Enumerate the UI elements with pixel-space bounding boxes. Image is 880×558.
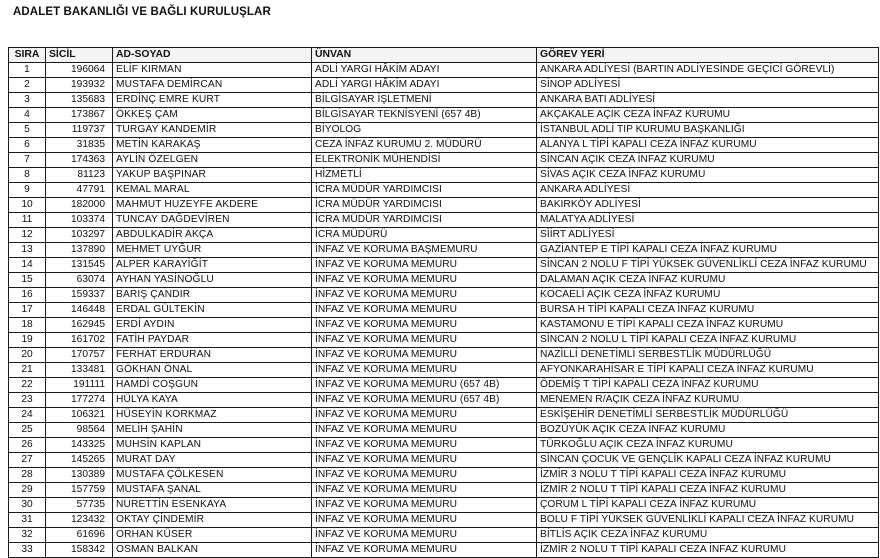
cell-sicil: 193932	[46, 78, 113, 93]
table-row	[9, 273, 879, 288]
cell-ad-soyad: AYHAN YASİNOĞLU	[113, 273, 312, 288]
cell-sira: 25	[9, 423, 46, 438]
cell-gorev-yeri: ANKARA ADLİYESİ (BARTIN ADLİYESİNDE GEÇİCİ GÖREVLİ)	[537, 63, 879, 78]
cell-gorev-yeri: MALATYA ADLİYESİ	[537, 213, 879, 228]
header-gorev-yeri: GÖREV YERİ	[537, 48, 879, 63]
cell-unvan: İNFAZ VE KORUMA MEMURU	[312, 528, 537, 543]
cell-unvan: İCRA MÜDÜR YARDIMCISI	[312, 198, 537, 213]
cell-unvan: İCRA MÜDÜR YARDIMCISI	[312, 183, 537, 198]
cell-ad-soyad: MEHMET UYĞUR	[113, 243, 312, 258]
cell-gorev-yeri: DALAMAN AÇIK CEZA İNFAZ KURUMU	[537, 273, 879, 288]
cell-unvan: ELEKTRONİK MÜHENDİSİ	[312, 153, 537, 168]
cell-gorev-yeri: SİNCAN 2 NOLU L TİPİ KAPALI CEZA İNFAZ KURUMU	[537, 333, 879, 348]
cell-sicil: 137890	[46, 243, 113, 258]
header-sira: SIRA	[9, 48, 46, 63]
cell-gorev-yeri: KASTAMONU E TİPİ KAPALI CEZA İNFAZ KURUMU	[537, 318, 879, 333]
cell-ad-soyad: TURGAY KANDEMİR	[113, 123, 312, 138]
cell-sira: 31	[9, 513, 46, 528]
table-row	[9, 78, 879, 93]
cell-sicil: 177274	[46, 393, 113, 408]
cell-ad-soyad: MUSTAFA ÇÖLKESEN	[113, 468, 312, 483]
cell-gorev-yeri: SİNCAN ÇOCUK VE GENÇLİK KAPALI CEZA İNFAZ KURUMU	[537, 453, 879, 468]
cell-gorev-yeri: SİVAS AÇIK CEZA İNFAZ KURUMU	[537, 168, 879, 183]
cell-sira: 3	[9, 93, 46, 108]
cell-sira: 16	[9, 288, 46, 303]
cell-sicil: 130389	[46, 468, 113, 483]
table-row	[9, 393, 879, 408]
cell-ad-soyad: ÖKKEŞ ÇAM	[113, 108, 312, 123]
cell-ad-soyad: BARIŞ ÇANDIR	[113, 288, 312, 303]
cell-unvan: İNFAZ VE KORUMA BAŞMEMURU	[312, 243, 537, 258]
table-row	[9, 513, 879, 528]
cell-sicil: 157759	[46, 483, 113, 498]
cell-gorev-yeri: İZMİR 2 NOLU T TİPİ KAPALI CEZA İNFAZ KURUMU	[537, 543, 879, 558]
cell-ad-soyad: ERDİNÇ EMRE KURT	[113, 93, 312, 108]
table-row	[9, 498, 879, 513]
cell-gorev-yeri: SİİRT ADLİYESİ	[537, 228, 879, 243]
cell-ad-soyad: MUHSİN KAPLAN	[113, 438, 312, 453]
cell-ad-soyad: YAKUP BAŞPINAR	[113, 168, 312, 183]
cell-unvan: İCRA MÜDÜRÜ	[312, 228, 537, 243]
cell-sira: 14	[9, 258, 46, 273]
cell-sicil: 162945	[46, 318, 113, 333]
cell-gorev-yeri: AKÇAKALE AÇIK CEZA İNFAZ KURUMU	[537, 108, 879, 123]
table-row	[9, 348, 879, 363]
table-body	[9, 63, 879, 558]
cell-sicil: 47791	[46, 183, 113, 198]
cell-unvan: İNFAZ VE KORUMA MEMURU	[312, 453, 537, 468]
cell-sicil: 103374	[46, 213, 113, 228]
cell-ad-soyad: NURETTİN ESENKAYA	[113, 498, 312, 513]
cell-gorev-yeri: İSTANBUL ADLİ TIP KURUMU BAŞKANLIĞI	[537, 123, 879, 138]
cell-sira: 30	[9, 498, 46, 513]
cell-unvan: İNFAZ VE KORUMA MEMURU (657 4B)	[312, 393, 537, 408]
cell-unvan: İNFAZ VE KORUMA MEMURU	[312, 483, 537, 498]
cell-sicil: 31835	[46, 138, 113, 153]
table-row	[9, 108, 879, 123]
cell-unvan: ADLİ YARGI HÂKİM ADAYI	[312, 63, 537, 78]
cell-sicil: 145265	[46, 453, 113, 468]
cell-sira: 27	[9, 453, 46, 468]
table-row	[9, 423, 879, 438]
table-row	[9, 228, 879, 243]
cell-gorev-yeri: GAZİANTEP E TİPİ KAPALI CEZA İNFAZ KURUMU	[537, 243, 879, 258]
cell-unvan: BİLGİSAYAR İŞLETMENİ	[312, 93, 537, 108]
cell-ad-soyad: FATİH PAYDAR	[113, 333, 312, 348]
cell-ad-soyad: OKTAY ÇİNDEMİR	[113, 513, 312, 528]
cell-sira: 2	[9, 78, 46, 93]
table-row	[9, 543, 879, 558]
cell-gorev-yeri: BAKIRKÖY ADLİYESİ	[537, 198, 879, 213]
cell-sicil: 173867	[46, 108, 113, 123]
cell-sicil: 57735	[46, 498, 113, 513]
cell-ad-soyad: ERDAL GÜLTEKİN	[113, 303, 312, 318]
cell-sira: 6	[9, 138, 46, 153]
cell-gorev-yeri: İZMİR 3 NOLU T TİPİ KAPALI CEZA İNFAZ KURUMU	[537, 468, 879, 483]
personnel-table-wrapper	[8, 47, 878, 558]
table-row	[9, 453, 879, 468]
cell-gorev-yeri: BURSA H TİPİ KAPALI CEZA İNFAZ KURUMU	[537, 303, 879, 318]
cell-sicil: 106321	[46, 408, 113, 423]
cell-sira: 17	[9, 303, 46, 318]
cell-sicil: 143325	[46, 438, 113, 453]
cell-gorev-yeri: BİTLİS AÇIK CEZA İNFAZ KURUMU	[537, 528, 879, 543]
table-row	[9, 138, 879, 153]
cell-unvan: İNFAZ VE KORUMA MEMURU	[312, 408, 537, 423]
cell-sicil: 81123	[46, 168, 113, 183]
cell-sira: 10	[9, 198, 46, 213]
cell-unvan: ADLİ YARGI HÂKİM ADAYI	[312, 78, 537, 93]
table-row	[9, 438, 879, 453]
cell-sira: 11	[9, 213, 46, 228]
cell-ad-soyad: MAHMUT HUZEYFE AKDERE	[113, 198, 312, 213]
cell-ad-soyad: ELİF KIRMAN	[113, 63, 312, 78]
cell-sira: 32	[9, 528, 46, 543]
cell-gorev-yeri: KOCAELİ AÇIK CEZA İNFAZ KURUMU	[537, 288, 879, 303]
cell-ad-soyad: MUSTAFA DEMİRCAN	[113, 78, 312, 93]
cell-sicil: 98564	[46, 423, 113, 438]
cell-sira: 12	[9, 228, 46, 243]
cell-unvan: İNFAZ VE KORUMA MEMURU	[312, 273, 537, 288]
table-row	[9, 243, 879, 258]
table-row	[9, 198, 879, 213]
table-row	[9, 333, 879, 348]
cell-gorev-yeri: ALANYA L TİPİ KAPALI CEZA İNFAZ KURUMU	[537, 138, 879, 153]
cell-sicil: 159337	[46, 288, 113, 303]
cell-gorev-yeri: İZMİR 2 NOLU T TİPİ KAPALI CEZA İNFAZ KURUMU	[537, 483, 879, 498]
cell-sicil: 131545	[46, 258, 113, 273]
cell-unvan: İNFAZ VE KORUMA MEMURU	[312, 363, 537, 378]
header-ad-soyad: AD-SOYAD	[113, 48, 312, 63]
cell-sira: 8	[9, 168, 46, 183]
cell-ad-soyad: ERDİ AYDIN	[113, 318, 312, 333]
cell-sicil: 182000	[46, 198, 113, 213]
cell-ad-soyad: HÜSEYİN KORKMAZ	[113, 408, 312, 423]
cell-sira: 33	[9, 543, 46, 558]
cell-sira: 19	[9, 333, 46, 348]
cell-ad-soyad: GÖKHAN ÖNAL	[113, 363, 312, 378]
cell-sicil: 135683	[46, 93, 113, 108]
table-row	[9, 168, 879, 183]
cell-sira: 26	[9, 438, 46, 453]
cell-sicil: 123432	[46, 513, 113, 528]
cell-unvan: İNFAZ VE KORUMA MEMURU	[312, 543, 537, 558]
cell-gorev-yeri: BOZÜYÜK AÇIK CEZA İNFAZ KURUMU	[537, 423, 879, 438]
cell-ad-soyad: MURAT DAY	[113, 453, 312, 468]
cell-sicil: 119737	[46, 123, 113, 138]
cell-ad-soyad: ABDULKADİR AKÇA	[113, 228, 312, 243]
table-row	[9, 153, 879, 168]
cell-unvan: İNFAZ VE KORUMA MEMURU	[312, 303, 537, 318]
cell-ad-soyad: HAMDİ COŞGUN	[113, 378, 312, 393]
cell-sira: 24	[9, 408, 46, 423]
cell-sicil: 63074	[46, 273, 113, 288]
cell-unvan: İNFAZ VE KORUMA MEMURU	[312, 498, 537, 513]
cell-ad-soyad: FERHAT ERDURAN	[113, 348, 312, 363]
cell-sicil: 133481	[46, 363, 113, 378]
table-row	[9, 408, 879, 423]
cell-sira: 28	[9, 468, 46, 483]
cell-unvan: İNFAZ VE KORUMA MEMURU	[312, 468, 537, 483]
cell-ad-soyad: ALPER KARAYİĞİT	[113, 258, 312, 273]
cell-gorev-yeri: NAZİLLİ DENETİMLİ SERBESTLİK MÜDÜRLÜĞÜ	[537, 348, 879, 363]
table-row	[9, 378, 879, 393]
table-row	[9, 93, 879, 108]
table-row	[9, 468, 879, 483]
cell-gorev-yeri: SİNOP ADLİYESİ	[537, 78, 879, 93]
cell-gorev-yeri: ÇORUM L TİPİ KAPALI CEZA İNFAZ KURUMU	[537, 498, 879, 513]
personnel-table	[8, 47, 879, 558]
cell-gorev-yeri: ESKİŞEHİR DENETİMLİ SERBESTLİK MÜDÜRLÜĞÜ	[537, 408, 879, 423]
cell-sicil: 103297	[46, 228, 113, 243]
cell-gorev-yeri: SİNCAN AÇIK CEZA İNFAZ KURUMU	[537, 153, 879, 168]
cell-unvan: İNFAZ VE KORUMA MEMURU	[312, 288, 537, 303]
cell-ad-soyad: METİN KARAKAŞ	[113, 138, 312, 153]
table-row	[9, 318, 879, 333]
header-sicil: SİCİL	[46, 48, 113, 63]
table-row	[9, 363, 879, 378]
cell-sicil: 161702	[46, 333, 113, 348]
cell-ad-soyad: TUNCAY DAĞDEVİREN	[113, 213, 312, 228]
cell-unvan: CEZA İNFAZ KURUMU 2. MÜDÜRÜ	[312, 138, 537, 153]
cell-sira: 20	[9, 348, 46, 363]
cell-gorev-yeri: ANKARA ADLİYESİ	[537, 183, 879, 198]
cell-unvan: İNFAZ VE KORUMA MEMURU	[312, 513, 537, 528]
cell-gorev-yeri: ANKARA BATI ADLİYESİ	[537, 93, 879, 108]
cell-ad-soyad: OSMAN BALKAN	[113, 543, 312, 558]
cell-unvan: İNFAZ VE KORUMA MEMURU (657 4B)	[312, 378, 537, 393]
table-row	[9, 288, 879, 303]
cell-sicil: 158342	[46, 543, 113, 558]
cell-sicil: 174363	[46, 153, 113, 168]
cell-unvan: HİZMETLİ	[312, 168, 537, 183]
cell-gorev-yeri: ÖDEMİŞ T TİPİ KAPALI CEZA İNFAZ KURUMU	[537, 378, 879, 393]
cell-sira: 23	[9, 393, 46, 408]
cell-sira: 15	[9, 273, 46, 288]
cell-sira: 5	[9, 123, 46, 138]
cell-gorev-yeri: SİNCAN 2 NOLU F TİPİ YÜKSEK GÜVENLİKLİ CEZA İNFAZ KURUMU	[537, 258, 879, 273]
table-row	[9, 183, 879, 198]
header-unvan: ÜNVAN	[312, 48, 537, 63]
cell-sira: 13	[9, 243, 46, 258]
cell-gorev-yeri: BOLU F TİPİ YÜKSEK GÜVENLİKLİ KAPALI CEZA İNFAZ KURUMU	[537, 513, 879, 528]
cell-sira: 22	[9, 378, 46, 393]
cell-sira: 7	[9, 153, 46, 168]
cell-ad-soyad: KEMAL MARAL	[113, 183, 312, 198]
table-row	[9, 213, 879, 228]
cell-sira: 1	[9, 63, 46, 78]
table-row	[9, 258, 879, 273]
cell-ad-soyad: HÜLYA KAYA	[113, 393, 312, 408]
cell-unvan: İCRA MÜDÜR YARDIMCISI	[312, 213, 537, 228]
cell-unvan: BİLGİSAYAR TEKNİSYENİ (657 4B)	[312, 108, 537, 123]
cell-sira: 9	[9, 183, 46, 198]
cell-gorev-yeri: TÜRKOĞLU AÇIK CEZA İNFAZ KURUMU	[537, 438, 879, 453]
cell-sicil: 191111	[46, 378, 113, 393]
cell-sicil: 170757	[46, 348, 113, 363]
cell-sira: 21	[9, 363, 46, 378]
cell-unvan: İNFAZ VE KORUMA MEMURU	[312, 333, 537, 348]
cell-gorev-yeri: AFYONKARAHİSAR E TİPİ KAPALI CEZA İNFAZ KURUMU	[537, 363, 879, 378]
cell-ad-soyad: MUSTAFA ŞANAL	[113, 483, 312, 498]
table-row	[9, 63, 879, 78]
cell-sicil: 196064	[46, 63, 113, 78]
page-title: ADALET BAKANLIĞI VE BAĞLI KURULUŞLAR	[13, 6, 271, 18]
cell-unvan: BİYOLOG	[312, 123, 537, 138]
cell-sira: 18	[9, 318, 46, 333]
cell-sira: 4	[9, 108, 46, 123]
table-header	[9, 48, 879, 63]
cell-sicil: 61696	[46, 528, 113, 543]
cell-unvan: İNFAZ VE KORUMA MEMURU	[312, 423, 537, 438]
cell-gorev-yeri: MENEMEN R/AÇIK CEZA İNFAZ KURUMU	[537, 393, 879, 408]
cell-unvan: İNFAZ VE KORUMA MEMURU	[312, 318, 537, 333]
table-row	[9, 528, 879, 543]
cell-sira: 29	[9, 483, 46, 498]
table-row	[9, 483, 879, 498]
table-row	[9, 123, 879, 138]
cell-ad-soyad: AYLİN ÖZELGEN	[113, 153, 312, 168]
cell-unvan: İNFAZ VE KORUMA MEMURU	[312, 258, 537, 273]
cell-ad-soyad: ORHAN KÜSER	[113, 528, 312, 543]
cell-unvan: İNFAZ VE KORUMA MEMURU	[312, 438, 537, 453]
cell-sicil: 146448	[46, 303, 113, 318]
cell-ad-soyad: MELİH ŞAHİN	[113, 423, 312, 438]
header-row	[9, 48, 879, 63]
cell-unvan: İNFAZ VE KORUMA MEMURU	[312, 348, 537, 363]
table-row	[9, 303, 879, 318]
